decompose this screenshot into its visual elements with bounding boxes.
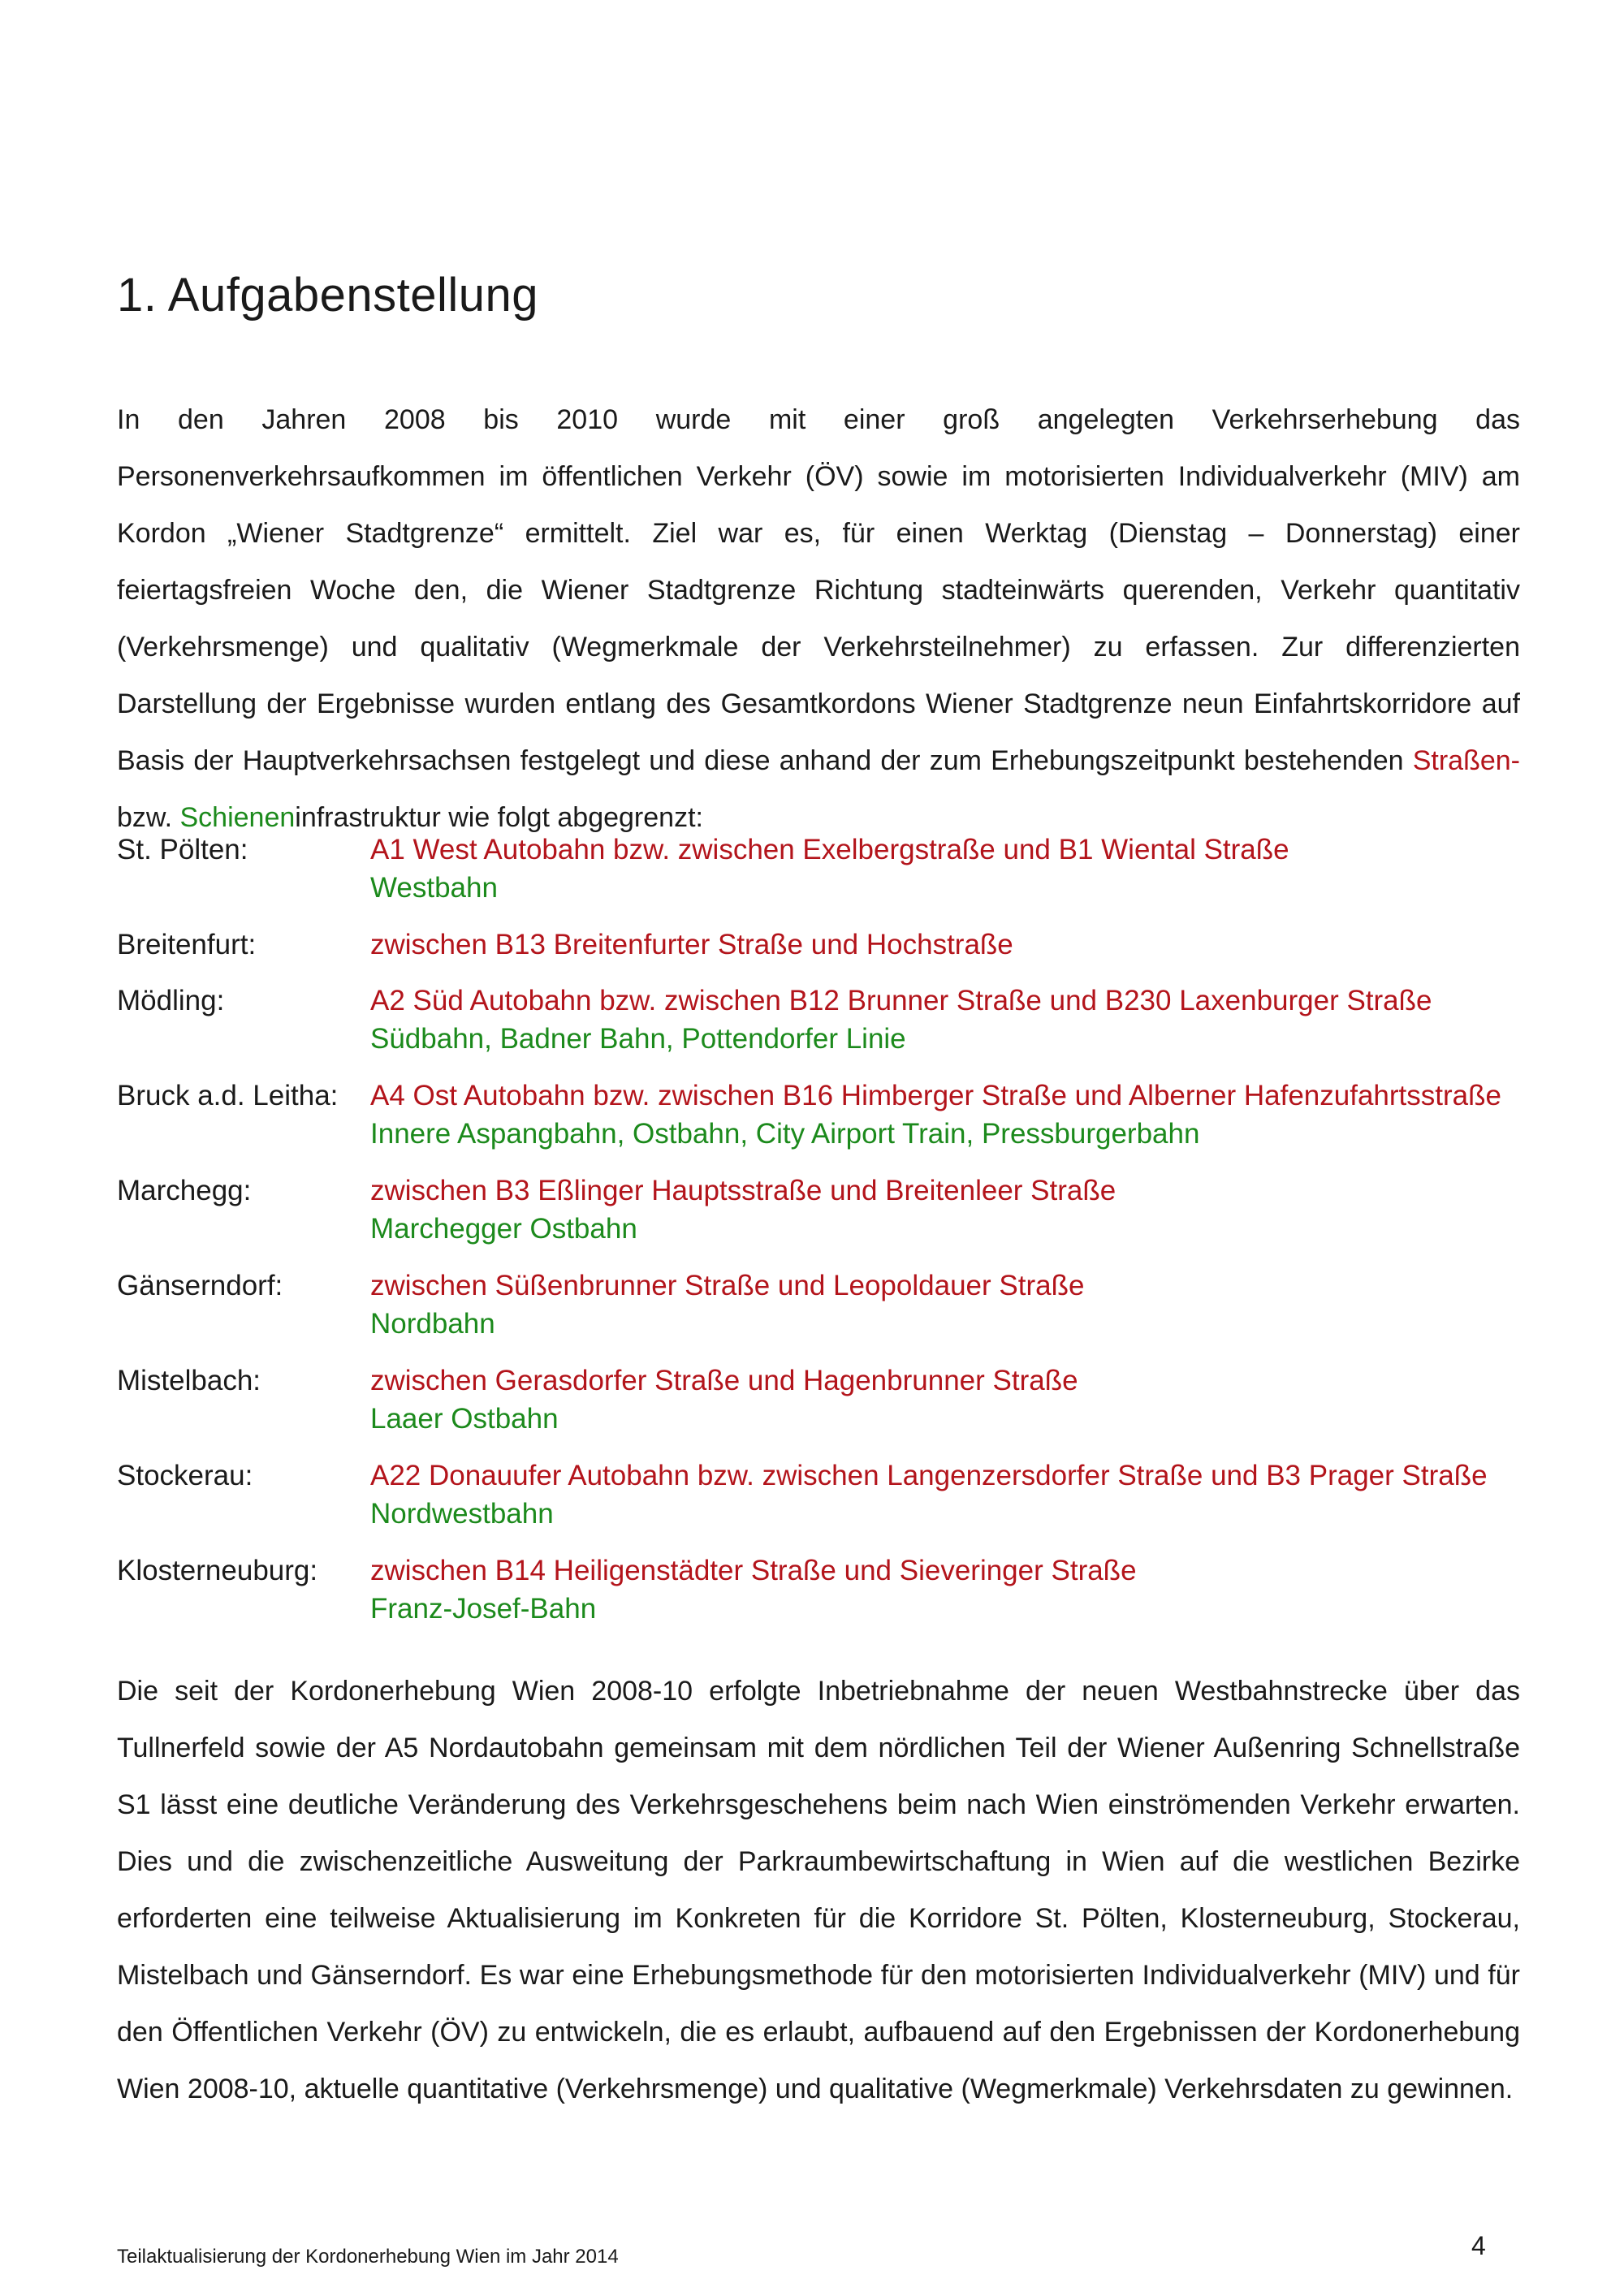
intro-text-end: infrastruktur wie folgt abgegrenzt:	[295, 802, 703, 833]
corridor-road: zwischen B13 Breitenfurter Straße und Hochstraße	[370, 929, 1013, 960]
corridor-label: Klosterneuburg:	[117, 1555, 318, 1586]
corridor-gaenserndorf	[117, 1267, 1579, 1362]
corridor-road: zwischen Süßenbrunner Straße und Leopoldauer Straße	[370, 1270, 1085, 1301]
corridor-klosterneuburg	[117, 1552, 1579, 1625]
corridor-label: Mistelbach:	[117, 1365, 261, 1396]
corridor-road: zwischen Gerasdorfer Straße und Hagenbrunner Straße	[370, 1365, 1078, 1396]
corridor-road: A4 Ost Autobahn bzw. zwischen B16 Himberger Straße und Alberner Hafenzufahrtsstraße	[370, 1080, 1501, 1111]
corridor-label: Mödling:	[117, 985, 225, 1016]
page-footer: Teilaktualisierung der Kordonerhebung Wien im Jahr 2014	[117, 2246, 619, 2268]
corridor-label: Gänserndorf:	[117, 1270, 283, 1301]
corridor-road: zwischen B14 Heiligenstädter Straße und Sieveringer Straße	[370, 1555, 1137, 1586]
page-number: 4	[1471, 2231, 1486, 2260]
corridor-list	[117, 831, 1579, 1625]
corridor-road: A1 West Autobahn bzw. zwischen Exelbergstraße und B1 Wiental Straße	[370, 834, 1289, 865]
corridor-label: Stockerau:	[117, 1460, 253, 1491]
corridor-label: Breitenfurt:	[117, 929, 257, 960]
corridor-stockerau	[117, 1457, 1579, 1552]
corridor-breitenfurt	[117, 926, 1579, 982]
corridor-rail: Innere Aspangbahn, Ostbahn, City Airport Train, Pressburgerbahn	[370, 1118, 1200, 1150]
intro-paragraph	[117, 391, 1520, 846]
corridor-bruck	[117, 1077, 1579, 1172]
corridor-label: Marchegg:	[117, 1175, 252, 1206]
corridor-moedling	[117, 982, 1579, 1077]
rail-keyword: Schienen	[179, 802, 296, 833]
section-heading: 1. Aufgabenstellung	[117, 269, 539, 322]
corridor-road: A2 Süd Autobahn bzw. zwischen B12 Brunner Straße und B230 Laxenburger Straße	[370, 985, 1432, 1016]
corridor-mistelbach	[117, 1362, 1579, 1457]
corridor-rail: Nordwestbahn	[370, 1498, 554, 1530]
corridor-rail: Südbahn, Badner Bahn, Pottendorfer Linie	[370, 1023, 906, 1055]
corridor-rail: Franz-Josef-Bahn	[370, 1593, 597, 1625]
intro-text-main: In den Jahren 2008 bis 2010 wurde mit einer groß angelegten Verkehrserhebung das Personenverkehrsaufkommen im öffentlichen Verkehr (ÖV) sowie im motorisierten Individualverkehr (MIV) am Kordon „Wiener Stadtgrenze“ ermittelt. Ziel war es, für einen Werktag (Dienstag – Donnerstag) einer feiertagsfreien Woche den, die Wiener Stadtgrenze Richtung stadteinwärts querenden, Verkehr quantitativ (Verkehrsmenge) und qualitativ (Wegmerkmale der Verkehrsteilnehmer) zu erfassen. Zur differenzierten Darstellung der Ergebnisse wurden entlang des Gesamtkordons Wiener Stadtgrenze neun Einfahrtskorridore auf Basis der Hauptverkehrsachsen festgelegt und diese anhand der zum Erhebungszeitpunkt bestehenden	[117, 404, 1520, 776]
road-keyword: Straßen-	[1412, 745, 1520, 776]
corridor-rail: Laaer Ostbahn	[370, 1403, 559, 1435]
corridor-label: St. Pölten:	[117, 834, 248, 865]
corridor-label: Bruck a.d. Leitha:	[117, 1080, 339, 1111]
corridor-st-poelten	[117, 831, 1579, 926]
corridor-road: A22 Donauufer Autobahn bzw. zwischen Langenzersdorfer Straße und B3 Prager Straße	[370, 1460, 1488, 1491]
corridor-road: zwischen B3 Eßlinger Hauptsstraße und Breitenleer Straße	[370, 1175, 1116, 1206]
outro-paragraph: Die seit der Kordonerhebung Wien 2008-10 erfolgte Inbetriebnahme der neuen Westbahnstrecke über das Tullnerfeld sowie der A5 Nordautobahn gemeinsam mit dem nördlichen Teil der Wiener Außenring Schnellstraße S1 lässt eine deutliche Veränderung des Verkehrsgeschehens beim nach Wien einströmenden Verkehr erwarten. Dies und die zwischenzeitliche Ausweitung der Parkraumbewirtschaftung in Wien auf die westlichen Bezirke erforderten eine teilweise Aktualisierung im Konkreten für die Korridore St. Pölten, Klosterneuburg, Stockerau, Mistelbach und Gänserndorf. Es war eine Erhebungsmethode für den motorisierten Individualverkehr (MIV) und für den Öffentlichen Verkehr (ÖV) zu entwickeln, die es erlaubt, aufbauend auf den Ergebnissen der Kordonerhebung Wien 2008-10, aktuelle quantitative (Verkehrsmenge) und qualitative (Wegmerkmale) Verkehrsdaten zu gewinnen.	[117, 1676, 1520, 2104]
corridor-rail: Westbahn	[370, 872, 498, 904]
corridor-marchegg	[117, 1172, 1579, 1267]
intro-text-mid: bzw.	[117, 802, 180, 833]
corridor-rail: Marchegger Ostbahn	[370, 1213, 637, 1245]
corridor-rail: Nordbahn	[370, 1308, 495, 1340]
